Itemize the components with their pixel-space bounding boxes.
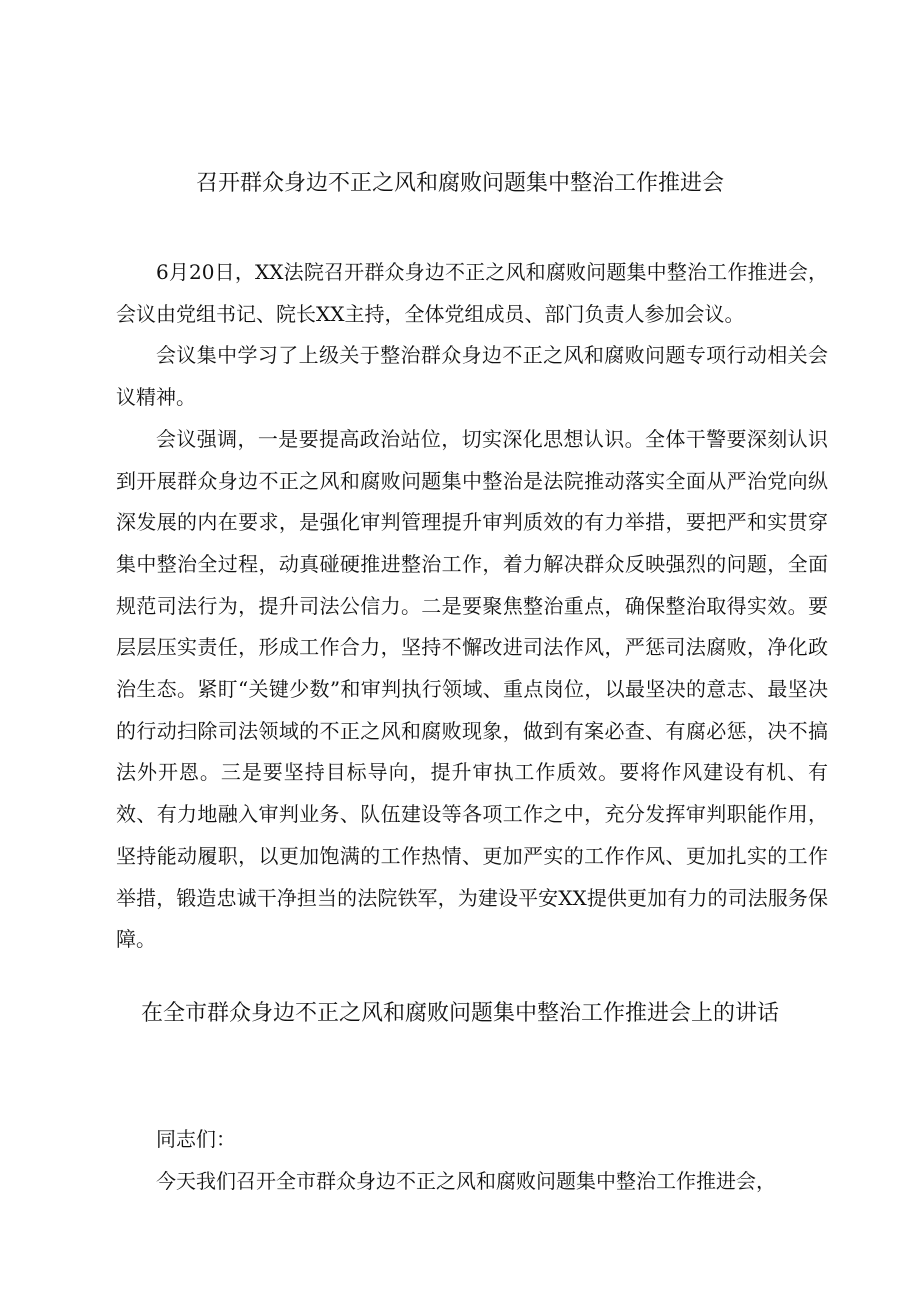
paragraph-meeting-info: 6月20日，XX法院召开群众身边不正之风和腐败问题集中整治工作推进会，会议由党组书记、院长XX主持，全体党组成员、部门负责人参加会议。 bbox=[116, 260, 828, 326]
document-body-section-2 bbox=[116, 1119, 828, 1202]
paragraph-study: 会议集中学习了上级关于整治群众身边不正之风和腐败问题专项行动相关会议精神。 bbox=[116, 343, 828, 410]
document-body-section-1 bbox=[116, 252, 828, 961]
document-title: 召开群众身边不正之风和腐败问题集中整治工作推进会 bbox=[195, 171, 724, 196]
speech-title: 在全市群众身边不正之风和腐败问题集中整治工作推进会上的讲话 bbox=[140, 1001, 779, 1026]
paragraph-speech-opening: 今天我们召开全市群众身边不正之风和腐败问题集中整治工作推进会， bbox=[156, 1168, 776, 1193]
paragraph-emphasis: 会议强调，一是要提高政治站位，切实深化思想认识。全体干警要深刻认识到开展群众身边不正之风和腐败问题集中整治是法院推动落实全面从严治党向纵深发展的内在要求，是强化审判管理提升审判质效的有力举措，要把严和实贯穿集中整治全过程，动真碰硬推进整治工作，着力解决群众反映强烈的问题，全面规范司法行为，提升司法公信力。二是要聚焦整治重点，确保整治取得实效。要层层压实责任，形成工作合力，坚持不懈改进司法作风，严惩司法腐败，净化政治生态。紧盯“关键少数”和审判执行领域、重点岗位，以最坚决的意志、最坚决的行动扫除司法领域的不正之风和腐败现象，做到有案必查、有腐必惩，决不搞法外开恩。三是要坚持目标导向，提升审执工作质效。要将作风建设有机、有效、有力地融入审判业务、队伍建设等各项工作之中，充分发挥审判职能作用，坚持能动履职，以更加饱满的工作热情、更加严实的工作作风、更加扎实的工作举措，锻造忠诚干净担当的法院铁军，为建设平安XX提供更加有力的司法服务保障。 bbox=[116, 426, 828, 952]
salutation: 同志们： bbox=[156, 1127, 236, 1151]
